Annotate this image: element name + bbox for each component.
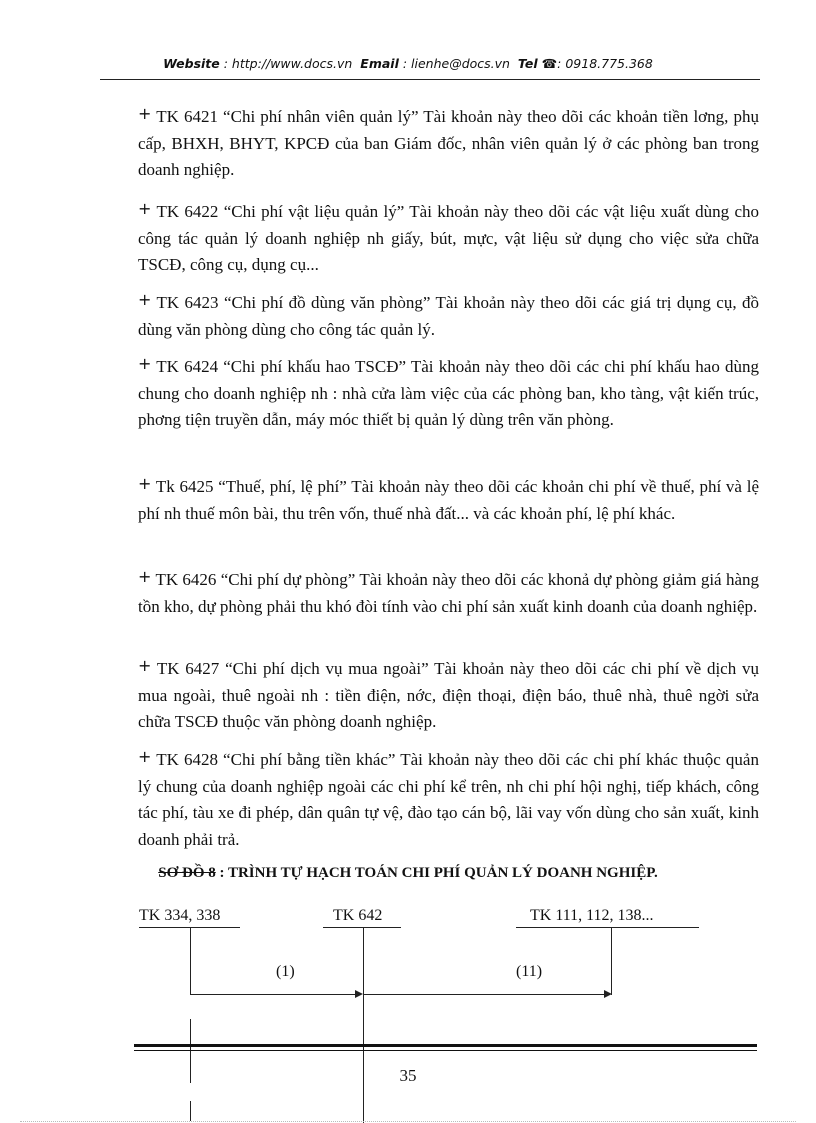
plus-marker: + — [138, 104, 152, 123]
page-bottom-dotted-rule — [20, 1121, 796, 1122]
account-334-vertical-line — [190, 928, 191, 995]
footer-rule — [134, 1044, 757, 1047]
email-label: Email — [360, 56, 399, 71]
account-underline — [516, 927, 699, 928]
phone-icon: ☎ — [541, 56, 558, 71]
account-642-vertical-line — [363, 928, 364, 1123]
paragraph-text: TK 6423 “Chi phí đồ dùng văn phòng” Tài khoản này theo dõi các giá trị dụng cụ, đồ dùng văn phòng dùng cho công tác quản lý. — [138, 293, 759, 339]
paragraph — [138, 747, 759, 853]
plus-marker: + — [138, 747, 152, 766]
paragraph — [138, 199, 759, 279]
diagram-title-text: : TRÌNH TỰ HẠCH TOÁN CHI PHÍ QUẢN LÝ DOANH NGHIỆP. — [219, 865, 658, 881]
flow-arrow-11-line — [364, 994, 604, 995]
website-label: Website — [163, 56, 220, 71]
paragraph — [138, 656, 759, 736]
diagram-title — [0, 865, 816, 882]
paragraph-text: TK 6427 “Chi phí dịch vụ mua ngoài” Tài khoản này theo dõi các chi phí về dịch vụ mua ngoài, thuê ngoài nh : tiền điện, nớc, điện thoại, điện báo, thuê nhà, thuê ngời sửa chữa TSCĐ thuộc văn phòng doanh nghiệp. — [138, 659, 759, 731]
header-rule — [100, 79, 760, 80]
tel-value: : 0918.775.368 — [557, 56, 653, 71]
account-label-642: TK 642 — [333, 907, 383, 924]
page-header — [0, 56, 816, 71]
flow-step-label: (1) — [276, 963, 295, 980]
diagram-title-prefix: SƠ ĐỒ 8 — [158, 865, 216, 881]
plus-marker: + — [138, 656, 152, 675]
flow-step-label: (11) — [516, 963, 543, 980]
paragraph-text: TK 6428 “Chi phí bằng tiền khác” Tài khoản này theo dõi các chi phí khác thuộc quản lý chung của doanh nghiệp ngoài các chi phí kể trên, nh chi phí hội nghị, tiếp khách, công tác phí, tàu xe đi phép, dân quân tự vệ, đào tạo cán bộ, lãi vay vốn dùng cho sản xuất, kinh doanh phải trả. — [138, 750, 759, 849]
footer-rule — [134, 1050, 757, 1051]
paragraph — [138, 104, 759, 184]
page-number: 35 — [399, 1066, 417, 1085]
account-334-vertical-line — [190, 1101, 191, 1121]
paragraph-text: Tk 6425 “Thuế, phí, lệ phí” Tài khoản này theo dõi các khoản chi phí về thuế, phí và lệ phí nh thuế môn bài, thu trên vốn, thuế nhà đất... và các khoản phí, lệ phí khác. — [138, 477, 759, 523]
account-label-334-338: TK 334, 338 — [139, 907, 221, 924]
account-111-vertical-line — [611, 928, 612, 995]
account-underline — [323, 927, 401, 928]
paragraph — [138, 354, 759, 434]
website-value: : http://www.docs.vn — [223, 56, 353, 71]
plus-marker: + — [138, 567, 152, 586]
account-label-111-112-138: TK 111, 112, 138... — [530, 907, 654, 924]
paragraph — [138, 567, 759, 620]
plus-marker: + — [138, 354, 152, 373]
flow-arrow-1-head-icon — [355, 990, 363, 998]
paragraph — [138, 474, 759, 527]
plus-marker: + — [138, 290, 152, 309]
plus-marker: + — [138, 199, 152, 218]
tel-label: Tel — [517, 56, 538, 71]
flow-arrow-11-head-icon — [604, 990, 612, 998]
email-value: : lienhe@docs.vn — [402, 56, 510, 71]
paragraph-text: TK 6424 “Chi phí khấu hao TSCĐ” Tài khoản này theo dõi các chi phí khấu hao dùng chung cho doanh nghiệp nh : nhà cửa làm việc của các phòng ban, kho tàng, vật kiến trúc, phơng tiện truyền dẫn, máy móc thiết bị quản lý dùng trên văn phòng. — [138, 357, 759, 429]
paragraph-text: TK 6426 “Chi phí dự phòng” Tài khoản này theo dõi các khonả dự phòng giảm giá hàng tồn kho, dự phòng phải thu khó đòi tính vào chi phí sản xuất kinh doanh của doanh nghiệp. — [138, 570, 759, 616]
flow-arrow-1-line — [191, 994, 355, 995]
paragraph — [138, 290, 759, 343]
paragraph-text: TK 6422 “Chi phí vật liệu quản lý” Tài khoản này theo dõi các vật liệu xuất dùng cho công tác quản lý doanh nghiệp nh giấy, bút, mực, vật liệu sử dụng cho việc sửa chữa TSCĐ, công cụ, dụng cụ... — [138, 202, 759, 274]
paragraph-text: TK 6421 “Chi phí nhân viên quản lý” Tài khoản này theo dõi các khoản tiền lơng, phụ cấp, BHXH, BHYT, KPCĐ của ban Giám đốc, nhân viên quản lý ở các phòng ban trong doanh nghiệp. — [138, 107, 759, 179]
plus-marker: + — [138, 474, 152, 493]
